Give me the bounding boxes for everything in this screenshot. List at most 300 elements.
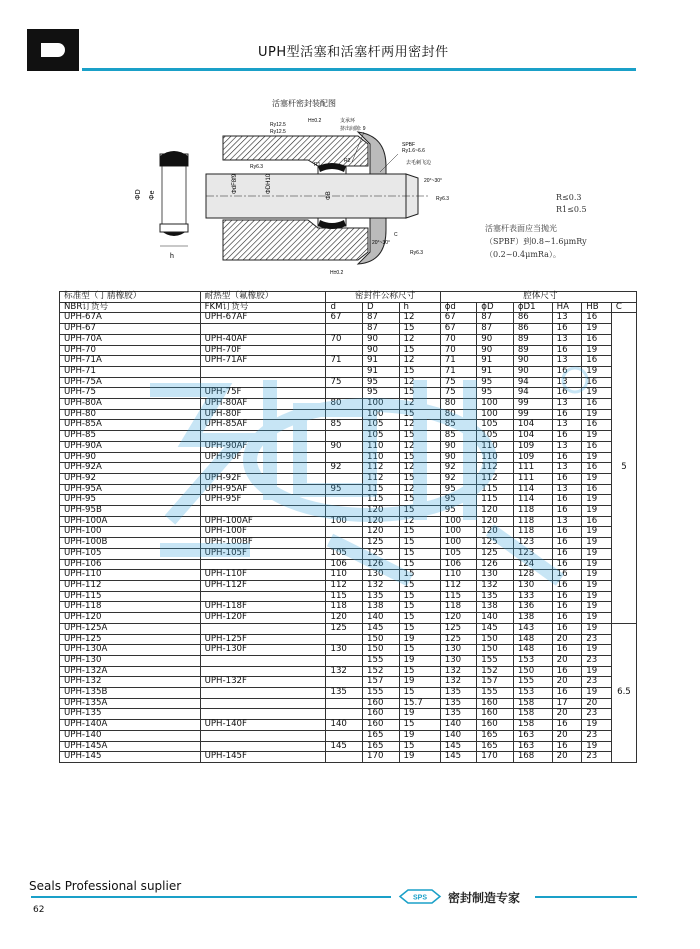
table-cell: 163	[513, 741, 552, 752]
page-title: UPH型活塞和活塞杆两用密封件	[258, 45, 449, 60]
table-cell: 100	[363, 409, 400, 420]
table-cell: 112	[440, 580, 477, 591]
table-cell	[326, 709, 363, 720]
column-header: ϕd	[440, 302, 477, 313]
table-cell: 126	[477, 559, 514, 570]
table-cell: 135	[363, 591, 400, 602]
table-cell: 15	[399, 720, 440, 731]
table-cell: 23	[582, 634, 612, 645]
table-cell	[326, 366, 363, 377]
table-cell: 118	[440, 602, 477, 613]
table-cell: 109	[513, 452, 552, 463]
table-cell: 16	[582, 377, 612, 388]
table-cell: UPH-132F	[200, 677, 326, 688]
table-cell	[326, 345, 363, 356]
seal-profile-lower	[160, 224, 188, 236]
c-value-cell: 5	[611, 313, 636, 623]
table-cell: 15	[399, 559, 440, 570]
table-cell: UPH-80	[60, 409, 201, 420]
table-cell: 16	[552, 345, 582, 356]
table-cell: UPH-95F	[200, 495, 326, 506]
table-cell: 16	[552, 666, 582, 677]
table-cell: 85	[440, 431, 477, 442]
table-cell: 145	[363, 623, 400, 634]
table-cell: 16	[582, 399, 612, 410]
table-cell: UPH-92	[60, 473, 201, 484]
table-cell: UPH-80F	[200, 409, 326, 420]
table-cell: 16	[552, 527, 582, 538]
table-cell	[200, 623, 326, 634]
table-cell: UPH-90A	[60, 441, 201, 452]
table-cell: 105	[440, 548, 477, 559]
table-cell: UPH-112	[60, 580, 201, 591]
table-cell: 118	[326, 602, 363, 613]
table-cell: 114	[513, 484, 552, 495]
table-cell: 16	[552, 431, 582, 442]
table-cell	[200, 709, 326, 720]
table-cell: 132	[440, 677, 477, 688]
table-cell: 120	[477, 516, 514, 527]
ry-label-2: Ry12.5	[270, 129, 286, 135]
table-cell: 123	[513, 548, 552, 559]
table-cell: UPH-120	[60, 613, 201, 624]
note-r: R≤0.3	[556, 193, 582, 202]
h-tolerance-label: H±0.2	[308, 118, 322, 124]
table-cell: 115	[440, 591, 477, 602]
table-cell: 130	[513, 580, 552, 591]
table-cell: 15	[399, 645, 440, 656]
table-cell: 16	[552, 538, 582, 549]
table-cell: 19	[582, 473, 612, 484]
table-row	[60, 709, 637, 720]
table-cell: UPH-40AF	[200, 334, 326, 345]
table-cell: 100	[440, 527, 477, 538]
table-cell: UPH-130	[60, 655, 201, 666]
table-cell: UPH-118	[60, 602, 201, 613]
header-heat-type: 耐热型（氟橡胶）	[200, 292, 326, 303]
table-row	[60, 580, 637, 591]
table-cell: 90	[513, 356, 552, 367]
table-cell: 19	[582, 570, 612, 581]
table-cell: 110	[326, 570, 363, 581]
support-ring-label: 支承环	[340, 118, 356, 124]
table-cell: 120	[363, 516, 400, 527]
table-cell: 90	[440, 452, 477, 463]
table-cell: 19	[399, 655, 440, 666]
table-cell	[326, 752, 363, 763]
dim-h-label: h	[170, 253, 174, 260]
table-cell: 92	[440, 463, 477, 474]
table-cell: 150	[513, 666, 552, 677]
table-cell: 165	[477, 741, 514, 752]
table-cell: 16	[552, 570, 582, 581]
table-cell: 23	[582, 709, 612, 720]
table-row	[60, 666, 637, 677]
table-cell: UPH-140A	[60, 720, 201, 731]
table-cell: 132	[477, 580, 514, 591]
table-cell: 133	[513, 591, 552, 602]
table-cell: 19	[582, 688, 612, 699]
table-cell: 70	[326, 334, 363, 345]
table-cell: 20	[552, 634, 582, 645]
table-cell: UPH-71AF	[200, 356, 326, 367]
table-cell: UPH-112F	[200, 580, 326, 591]
table-cell: UPH-85AF	[200, 420, 326, 431]
column-header: HA	[552, 302, 582, 313]
table-cell: UPH-85A	[60, 420, 201, 431]
table-cell	[326, 431, 363, 442]
table-cell: 100	[477, 399, 514, 410]
sps-badge-text: SPS	[412, 894, 428, 902]
footer-slogan: Seals Professional suplier	[29, 879, 182, 893]
table-cell: 152	[363, 666, 400, 677]
table-cell: 19	[582, 645, 612, 656]
table-cell	[200, 698, 326, 709]
table-cell: 19	[582, 495, 612, 506]
table-cell: 75	[440, 388, 477, 399]
table-cell: 115	[363, 495, 400, 506]
table-cell	[326, 527, 363, 538]
table-cell: UPH-80A	[60, 399, 201, 410]
table-cell: UPH-95B	[60, 506, 201, 517]
table-cell: 135	[440, 698, 477, 709]
table-cell: UPH-90F	[200, 452, 326, 463]
table-row	[60, 420, 637, 431]
table-cell	[200, 655, 326, 666]
table-cell: 145	[326, 741, 363, 752]
table-cell: 15	[399, 548, 440, 559]
table-cell	[326, 655, 363, 666]
table-cell: UPH-125A	[60, 623, 201, 634]
table-cell: UPH-132	[60, 677, 201, 688]
table-cell: 125	[440, 634, 477, 645]
header-divider	[82, 68, 636, 71]
table-row	[60, 441, 637, 452]
table-cell: 157	[477, 677, 514, 688]
table-cell: 15	[399, 324, 440, 335]
table-cell	[326, 677, 363, 688]
table-cell: 109	[513, 441, 552, 452]
table-cell: 110	[363, 452, 400, 463]
seal-profile-upper	[160, 151, 188, 166]
table-cell: 90	[513, 366, 552, 377]
table-cell: 143	[513, 623, 552, 634]
table-cell: 135	[440, 688, 477, 699]
table-cell: 85	[440, 420, 477, 431]
column-header: h	[399, 302, 440, 313]
table-cell: UPH-132A	[60, 666, 201, 677]
table-cell: UPH-100F	[200, 527, 326, 538]
table-cell: 87	[363, 324, 400, 335]
diagram-caption: 活塞杆密封装配图	[272, 99, 336, 108]
table-cell: 132	[326, 666, 363, 677]
table-row	[60, 548, 637, 559]
table-cell: 112	[363, 463, 400, 474]
table-row	[60, 463, 637, 474]
note-polish-3: （0.2~0.4μmRa）。	[485, 250, 561, 259]
table-cell: 15	[399, 506, 440, 517]
table-cell: 16	[552, 452, 582, 463]
table-cell: 99	[513, 399, 552, 410]
table-row	[60, 473, 637, 484]
table-cell	[200, 688, 326, 699]
table-row	[60, 366, 637, 377]
table-cell: 130	[440, 655, 477, 666]
table-cell	[200, 506, 326, 517]
table-cell: 16	[552, 548, 582, 559]
sps-badge-logo	[398, 888, 442, 905]
table-cell: 170	[363, 752, 400, 763]
table-cell: 155	[363, 688, 400, 699]
table-cell	[326, 495, 363, 506]
table-cell: 20	[552, 677, 582, 688]
table-cell: 23	[582, 677, 612, 688]
table-cell: 170	[477, 752, 514, 763]
table-cell	[200, 741, 326, 752]
table-cell: 19	[399, 677, 440, 688]
dim-db-label: ΦB	[326, 191, 332, 200]
seal-spec-table	[59, 291, 637, 763]
table-cell: 87	[477, 313, 514, 324]
table-cell: 16	[552, 324, 582, 335]
table-cell: 90	[326, 441, 363, 452]
table-cell: 12	[399, 516, 440, 527]
column-header: D	[363, 302, 400, 313]
extrusion-gap-label: 挤出间隙: 9	[340, 126, 366, 132]
table-cell: 15	[399, 570, 440, 581]
table-cell: 115	[326, 591, 363, 602]
table-row	[60, 527, 637, 538]
table-cell: 12	[399, 463, 440, 474]
table-cell: 110	[440, 570, 477, 581]
table-row	[60, 688, 637, 699]
table-cell: 160	[477, 709, 514, 720]
table-cell: 19	[582, 345, 612, 356]
table-cell: 16	[552, 580, 582, 591]
table-row	[60, 431, 637, 442]
table-cell: 19	[399, 709, 440, 720]
table-cell: 105	[477, 420, 514, 431]
table-cell: 140	[440, 720, 477, 731]
table-row	[60, 495, 637, 506]
table-cell: 12	[399, 356, 440, 367]
table-cell: 95	[440, 495, 477, 506]
column-header: FKM订货号	[200, 302, 326, 313]
table-cell: 165	[363, 741, 400, 752]
table-cell: 19	[582, 623, 612, 634]
table-cell: UPH-80AF	[200, 399, 326, 410]
table-cell	[200, 431, 326, 442]
table-cell: 16	[582, 313, 612, 324]
table-cell: 120	[477, 506, 514, 517]
table-cell: UPH-120F	[200, 613, 326, 624]
table-cell: 95	[440, 484, 477, 495]
table-cell: 13	[552, 313, 582, 324]
table-cell: 112	[326, 580, 363, 591]
table-row	[60, 591, 637, 602]
table-cell: UPH-71	[60, 366, 201, 377]
table-cell: 19	[582, 613, 612, 624]
table-group-header-row	[60, 292, 637, 303]
table-cell: 92	[440, 473, 477, 484]
table-cell: 16	[582, 484, 612, 495]
table-cell: 132	[363, 580, 400, 591]
table-cell: 155	[513, 677, 552, 688]
note-polish-1: 活塞杆表面应当抛光	[485, 224, 557, 233]
table-row	[60, 377, 637, 388]
table-cell: 19	[582, 409, 612, 420]
table-cell: 148	[513, 645, 552, 656]
footer-divider-right	[535, 896, 637, 898]
table-row	[60, 634, 637, 645]
table-cell: 71	[440, 366, 477, 377]
table-cell: 15	[399, 602, 440, 613]
table-cell: 112	[477, 473, 514, 484]
table-row	[60, 752, 637, 763]
table-cell: 100	[477, 409, 514, 420]
ry63-label-b: Ry6.3	[436, 196, 450, 202]
table-cell: 19	[582, 591, 612, 602]
table-cell: 125	[363, 548, 400, 559]
table-cell: 120	[363, 527, 400, 538]
table-cell: 100	[440, 516, 477, 527]
table-cell: 15	[399, 688, 440, 699]
table-cell: 13	[552, 334, 582, 345]
table-cell: 105	[363, 420, 400, 431]
table-cell: 90	[363, 345, 400, 356]
table-cell: 19	[582, 388, 612, 399]
table-cell: 16	[582, 420, 612, 431]
table-cell: 19	[582, 741, 612, 752]
company-logo	[27, 29, 79, 71]
table-cell: UPH-95	[60, 495, 201, 506]
table-row	[60, 334, 637, 345]
table-cell: 16	[582, 463, 612, 474]
table-cell: UPH-92F	[200, 473, 326, 484]
table-cell: 85	[326, 420, 363, 431]
table-cell: 16	[552, 613, 582, 624]
table-cell: UPH-110	[60, 570, 201, 581]
table-cell: 12	[399, 484, 440, 495]
table-cell: 165	[477, 730, 514, 741]
header-cavity-size: 腔体尺寸	[440, 292, 636, 303]
table-cell: 145	[440, 741, 477, 752]
table-cell: 148	[513, 634, 552, 645]
table-row	[60, 484, 637, 495]
table-cell: 20	[582, 698, 612, 709]
table-cell: UPH-92A	[60, 463, 201, 474]
table-cell: 91	[477, 356, 514, 367]
footer-divider-left	[31, 896, 391, 898]
table-cell: 160	[363, 698, 400, 709]
table-cell: UPH-105F	[200, 548, 326, 559]
table-cell: 130	[363, 570, 400, 581]
table-cell: 105	[326, 548, 363, 559]
table-cell: 106	[326, 559, 363, 570]
table-cell: 158	[513, 698, 552, 709]
table-cell: 132	[440, 666, 477, 677]
table-cell: 20	[552, 752, 582, 763]
table-cell: 140	[440, 730, 477, 741]
r1-label: R1	[314, 162, 321, 168]
column-header: ϕD	[477, 302, 514, 313]
table-cell: 15	[399, 345, 440, 356]
table-cell: 19	[399, 730, 440, 741]
table-cell: UPH-125F	[200, 634, 326, 645]
table-cell: UPH-100	[60, 527, 201, 538]
table-cell: 15.7	[399, 698, 440, 709]
table-cell: 150	[363, 645, 400, 656]
table-cell: 19	[399, 752, 440, 763]
table-cell: 105	[477, 431, 514, 442]
table-cell: 95	[477, 377, 514, 388]
table-cell: UPH-145F	[200, 752, 326, 763]
table-cell: UPH-118F	[200, 602, 326, 613]
table-cell: 19	[582, 324, 612, 335]
table-cell: 160	[363, 720, 400, 731]
table-cell: 150	[477, 645, 514, 656]
table-cell: 15	[399, 623, 440, 634]
note-r1: R1≤0.5	[556, 205, 587, 214]
table-cell: 23	[582, 730, 612, 741]
table-cell: 155	[363, 655, 400, 666]
table-cell: 13	[552, 463, 582, 474]
table-cell: 20	[552, 655, 582, 666]
table-cell: 23	[582, 752, 612, 763]
table-cell: 160	[477, 720, 514, 731]
table-cell: 16	[552, 506, 582, 517]
table-cell: 95	[363, 388, 400, 399]
ry-spbf-label: Ry1.6~6.6	[402, 148, 425, 154]
table-cell	[200, 377, 326, 388]
table-cell: 135	[440, 709, 477, 720]
column-header: NBR订货号	[60, 302, 201, 313]
table-cell: 91	[477, 366, 514, 377]
table-cell: 12	[399, 313, 440, 324]
header-standard-type: 标准型（丁腈橡胶）	[60, 292, 201, 303]
table-row	[60, 623, 637, 634]
table-cell: UPH-110F	[200, 570, 326, 581]
table-cell: UPH-145A	[60, 741, 201, 752]
table-cell: 125	[440, 623, 477, 634]
table-cell: 92	[326, 463, 363, 474]
table-cell: 163	[513, 730, 552, 741]
table-cell: 114	[513, 495, 552, 506]
table-cell: UPH-67AF	[200, 313, 326, 324]
table-cell: 120	[440, 613, 477, 624]
table-cell: 155	[477, 655, 514, 666]
table-cell: 19	[582, 666, 612, 677]
table-cell: UPH-90	[60, 452, 201, 463]
table-cell: 13	[552, 356, 582, 367]
table-cell: UPH-75F	[200, 388, 326, 399]
table-cell: 118	[513, 516, 552, 527]
table-cell: 125	[326, 623, 363, 634]
table-cell: UPH-95AF	[200, 484, 326, 495]
table-cell: 160	[363, 709, 400, 720]
table-cell: 70	[440, 345, 477, 356]
table-cell: 94	[513, 388, 552, 399]
ry63-label-c: Ry6.3	[410, 250, 424, 256]
table-cell: 115	[477, 484, 514, 495]
table-row	[60, 698, 637, 709]
table-cell: 19	[582, 538, 612, 549]
table-cell: 16	[552, 591, 582, 602]
table-cell: 111	[513, 473, 552, 484]
table-cell: 112	[477, 463, 514, 474]
table-cell: 95	[440, 506, 477, 517]
table-cell: UPH-71A	[60, 356, 201, 367]
